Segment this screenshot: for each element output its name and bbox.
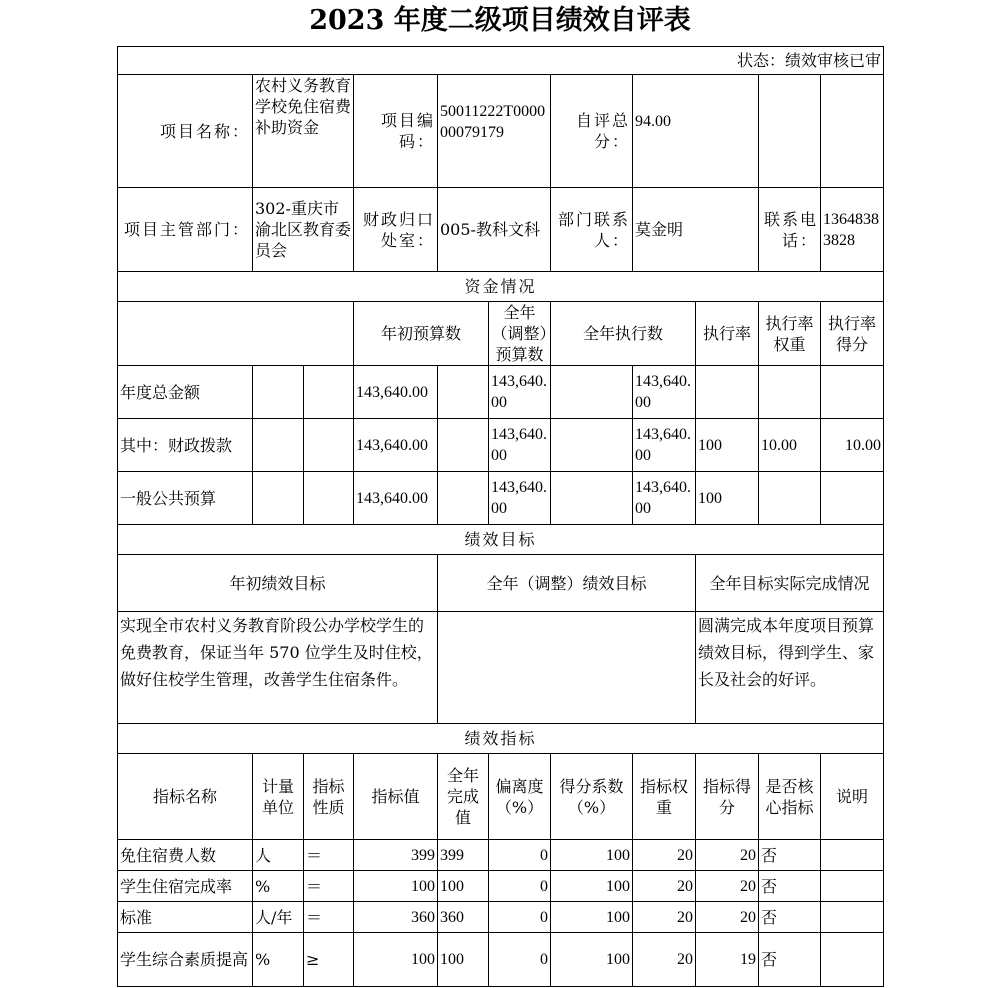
table-row xyxy=(118,933,884,987)
table-row xyxy=(118,840,884,871)
funds-score xyxy=(821,366,884,419)
ind-score: 20 xyxy=(696,902,759,933)
finance-label: 财政归口处室： xyxy=(354,188,438,272)
funds-header-adjusted: 全年（调整）预算数 xyxy=(489,302,551,366)
ind-header-core: 是否核心指标 xyxy=(759,754,821,840)
empty-cell xyxy=(438,419,489,472)
funds-weight xyxy=(759,366,821,419)
ind-weight: 20 xyxy=(633,933,696,987)
funds-header-initial: 年初预算数 xyxy=(354,302,489,366)
project-code-label: 项目编码： xyxy=(354,75,438,188)
ind-nature: ＝ xyxy=(304,871,354,902)
funds-row-name: 一般公共预算 xyxy=(118,472,253,525)
funds-weight: 10.00 xyxy=(759,419,821,472)
funds-rate: 100 xyxy=(696,472,759,525)
empty-cell xyxy=(438,472,489,525)
empty-cell xyxy=(551,472,633,525)
phone-value: 13648383828 xyxy=(821,188,884,272)
ind-nature: ＝ xyxy=(304,902,354,933)
project-name-value: 农村义务教育学校免住宿费补助资金 xyxy=(253,75,354,188)
dept-label: 项目主管部门： xyxy=(118,188,253,272)
funds-section-title: 资金情况 xyxy=(118,272,884,302)
ind-weight: 20 xyxy=(633,871,696,902)
ind-header-name: 指标名称 xyxy=(118,754,253,840)
table-row xyxy=(118,871,884,902)
ind-score: 19 xyxy=(696,933,759,987)
ind-header-deviation: 偏离度（%） xyxy=(489,754,551,840)
funds-score xyxy=(821,472,884,525)
ind-completed: 360 xyxy=(438,902,489,933)
ind-completed: 100 xyxy=(438,933,489,987)
ind-note xyxy=(821,840,884,871)
goals-adjusted-text xyxy=(438,612,696,724)
goals-actual-text: 圆满完成本年度项目预算绩效目标，得到学生、家长及社会的好评。 xyxy=(696,612,884,724)
funds-adjusted: 143,640.00 xyxy=(489,472,551,525)
ind-weight: 20 xyxy=(633,902,696,933)
funds-executed: 143,640.00 xyxy=(633,419,696,472)
ind-unit: 人/年 xyxy=(253,902,304,933)
ind-note xyxy=(821,902,884,933)
ind-name: 学生综合素质提高 xyxy=(118,933,253,987)
funds-weight xyxy=(759,472,821,525)
goals-header-actual: 全年目标实际完成情况 xyxy=(696,555,884,612)
funds-row xyxy=(118,472,884,525)
funds-rate: 100 xyxy=(696,419,759,472)
status-text: 状态：绩效审核已审 xyxy=(118,47,884,75)
ind-header-nature: 指标性质 xyxy=(304,754,354,840)
ind-core: 否 xyxy=(759,871,821,902)
ind-nature: ＝ xyxy=(304,840,354,871)
table-row xyxy=(118,902,884,933)
ind-deviation: 0 xyxy=(489,840,551,871)
ind-unit: % xyxy=(253,871,304,902)
ind-completed: 100 xyxy=(438,871,489,902)
empty-cell xyxy=(304,419,354,472)
empty-cell xyxy=(118,302,354,366)
goals-header-initial: 年初绩效目标 xyxy=(118,555,438,612)
goals-section-title: 绩效目标 xyxy=(118,525,884,555)
page-title: 2023 年度二级项目绩效自评表 xyxy=(309,5,691,36)
ind-name: 标准 xyxy=(118,902,253,933)
ind-note xyxy=(821,871,884,902)
ind-core: 否 xyxy=(759,902,821,933)
ind-nature: ≥ xyxy=(304,933,354,987)
funds-row-name: 年度总金额 xyxy=(118,366,253,419)
ind-value: 360 xyxy=(354,902,438,933)
funds-header-score: 执行率得分 xyxy=(821,302,884,366)
empty-cell xyxy=(759,75,821,188)
ind-value: 100 xyxy=(354,933,438,987)
ind-unit: 人 xyxy=(253,840,304,871)
ind-header-note: 说明 xyxy=(821,754,884,840)
ind-completed: 399 xyxy=(438,840,489,871)
ind-deviation: 0 xyxy=(489,871,551,902)
ind-score: 20 xyxy=(696,871,759,902)
goals-header-adjusted: 全年（调整）绩效目标 xyxy=(438,555,696,612)
ind-name: 免住宿费人数 xyxy=(118,840,253,871)
ind-header-coef: 得分系数（%） xyxy=(551,754,633,840)
project-code-value: 50011222T000000079179 xyxy=(438,75,551,188)
ind-value: 100 xyxy=(354,871,438,902)
dept-value: 302-重庆市渝北区教育委员会 xyxy=(253,188,354,272)
funds-row xyxy=(118,366,884,419)
indicators-section-title: 绩效指标 xyxy=(118,724,884,754)
ind-header-score: 指标得分 xyxy=(696,754,759,840)
ind-header-completed: 全年完成值 xyxy=(438,754,489,840)
funds-score: 10.00 xyxy=(821,419,884,472)
empty-cell xyxy=(253,419,304,472)
score-value: 94.00 xyxy=(633,75,759,188)
empty-cell xyxy=(551,366,633,419)
ind-coef: 100 xyxy=(551,871,633,902)
ind-unit: % xyxy=(253,933,304,987)
empty-cell xyxy=(253,366,304,419)
contact-label: 部门联系人： xyxy=(551,188,633,272)
funds-initial: 143,640.00 xyxy=(354,472,438,525)
ind-deviation: 0 xyxy=(489,933,551,987)
funds-adjusted: 143,640.00 xyxy=(489,419,551,472)
ind-header-unit: 计量单位 xyxy=(253,754,304,840)
goals-initial-text: 实现全市农村义务教育阶段公办学校学生的免费教育，保证当年 570 位学生及时住校，做好住校学生管理，改善学生住宿条件。 xyxy=(118,612,438,724)
contact-value: 莫金明 xyxy=(633,188,759,272)
funds-row xyxy=(118,419,884,472)
empty-cell xyxy=(253,472,304,525)
funds-initial: 143,640.00 xyxy=(354,419,438,472)
ind-coef: 100 xyxy=(551,933,633,987)
funds-executed: 143,640.00 xyxy=(633,472,696,525)
evaluation-table xyxy=(117,46,884,987)
ind-value: 399 xyxy=(354,840,438,871)
finance-value: 005-教科文科 xyxy=(438,188,551,272)
empty-cell xyxy=(304,366,354,419)
funds-row-name: 其中：财政拨款 xyxy=(118,419,253,472)
funds-header-executed: 全年执行数 xyxy=(551,302,696,366)
ind-header-value: 指标值 xyxy=(354,754,438,840)
empty-cell xyxy=(438,366,489,419)
funds-adjusted: 143,640.00 xyxy=(489,366,551,419)
empty-cell xyxy=(821,75,884,188)
ind-header-weight: 指标权重 xyxy=(633,754,696,840)
ind-weight: 20 xyxy=(633,840,696,871)
ind-note xyxy=(821,933,884,987)
ind-core: 否 xyxy=(759,840,821,871)
project-name-label: 项目名称： xyxy=(118,75,253,188)
funds-header-rate: 执行率 xyxy=(696,302,759,366)
ind-score: 20 xyxy=(696,840,759,871)
ind-deviation: 0 xyxy=(489,902,551,933)
ind-coef: 100 xyxy=(551,902,633,933)
ind-coef: 100 xyxy=(551,840,633,871)
empty-cell xyxy=(551,419,633,472)
funds-initial: 143,640.00 xyxy=(354,366,438,419)
score-label: 自评总分： xyxy=(551,75,633,188)
funds-header-weight: 执行率权重 xyxy=(759,302,821,366)
funds-rate xyxy=(696,366,759,419)
empty-cell xyxy=(304,472,354,525)
ind-core: 否 xyxy=(759,933,821,987)
funds-executed: 143,640.00 xyxy=(633,366,696,419)
phone-label: 联系电话： xyxy=(759,188,821,272)
ind-name: 学生住宿完成率 xyxy=(118,871,253,902)
